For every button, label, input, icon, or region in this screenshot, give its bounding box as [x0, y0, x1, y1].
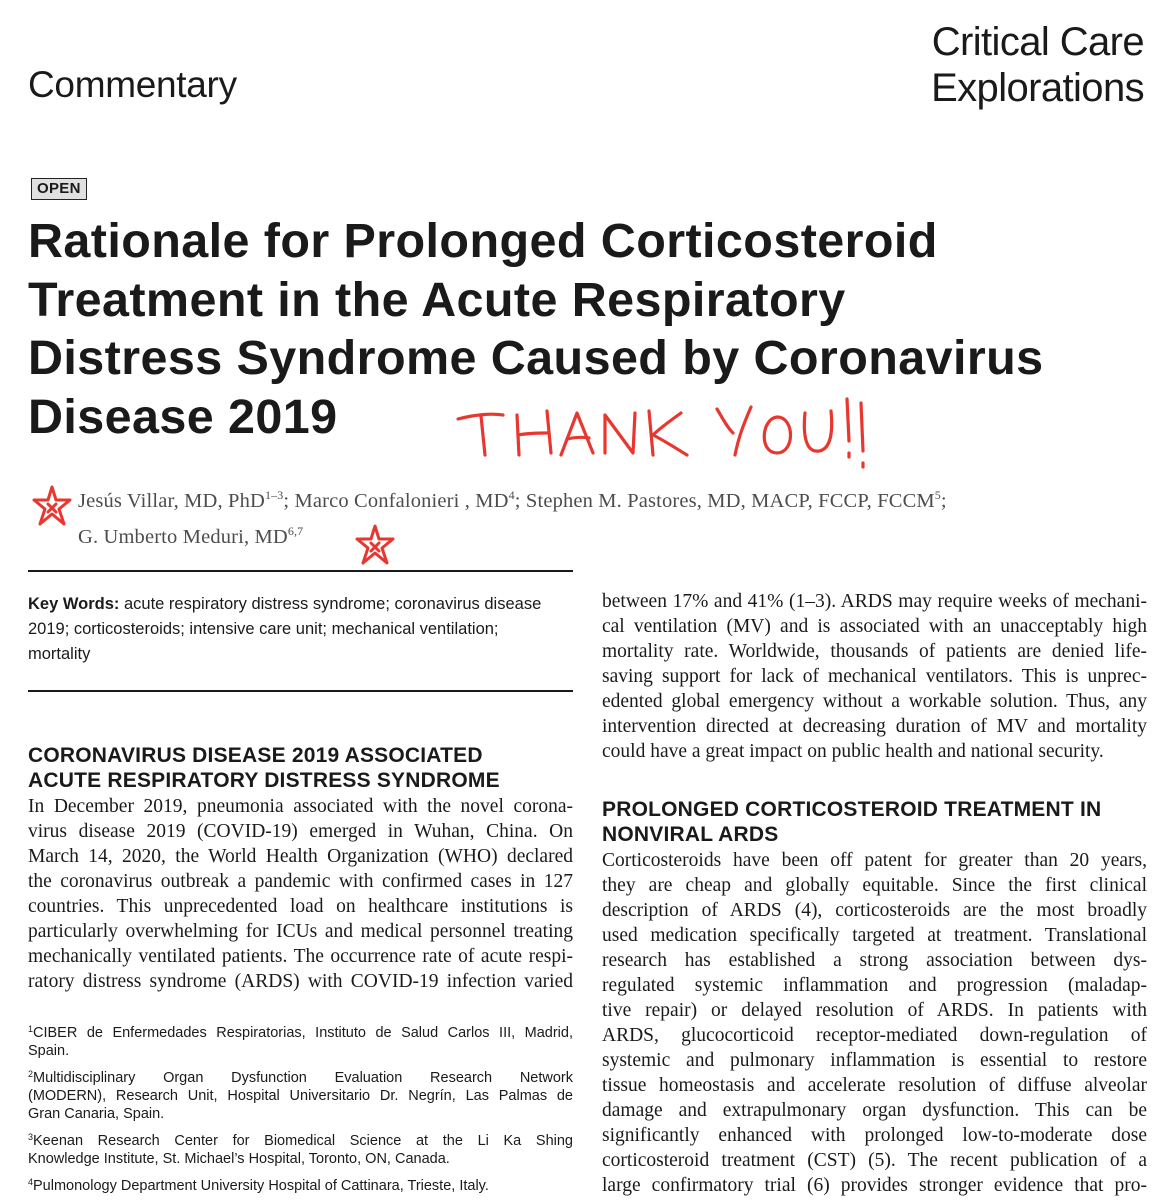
body-line: systemic and pulmonary inflammation is essential to restore	[602, 1050, 1147, 1071]
title-line: Rationale for Prolonged Corticosteroid	[28, 214, 938, 268]
body-line: cal ventilation (MV) and is associated with an unacceptably high	[602, 616, 1147, 637]
body-line: ARDS, glucocorticoid receptor-mediated down-regulation of	[602, 1025, 1147, 1046]
handwritten-thank-you-note	[455, 395, 875, 475]
body-line: used medication specifically targeted at treatment. Translational	[602, 925, 1147, 946]
keywords-text: acute respiratory distress syndrome; coronavirus disease	[123, 595, 542, 613]
footnote-text: (MODERN), Research Unit, Hospital Universitario Dr. Negrín, Las Palmas de	[28, 1088, 573, 1104]
title-line: Distress Syndrome Caused by Coronavirus	[28, 331, 1044, 385]
section-heading-line: NONVIRAL ARDS	[602, 823, 779, 846]
body-line: In December 2019, pneumonia associated with the novel corona-	[28, 796, 573, 817]
author-separator: ;	[940, 490, 947, 512]
keywords-text: 2019; corticosteroids; intensive care unit; mechanical ventilation;	[28, 620, 499, 638]
footnote-text: Multidisciplinary Organ Dysfunction Evaluation Research Network	[33, 1070, 573, 1086]
section-heading-line: CORONAVIRUS DISEASE 2019 ASSOCIATED	[28, 744, 483, 767]
body-line: damage and extrapulmonary organ dysfunction. This can be	[602, 1100, 1147, 1121]
author-affiliation: 4	[508, 488, 515, 502]
body-line: corticosteroid treatment (CST) (5). The recent publication of a	[602, 1150, 1147, 1171]
divider	[28, 690, 573, 692]
body-line: ratory distress syndrome (ARDS) with COVID-19 infection varied	[28, 971, 573, 992]
author-affiliation: 6,7	[287, 524, 304, 538]
footnote	[28, 1024, 573, 1060]
body-line: March 14, 2020, the World Health Organization (WHO) declared	[28, 846, 573, 867]
section-heading-line: ACUTE RESPIRATORY DISTRESS SYNDROME	[28, 769, 500, 792]
body-line: saving support for lack of mechanical ventilators. This is unprec-	[602, 666, 1147, 687]
footnote-text: CIBER de Enfermedades Respiratorias, Instituto de Salud Carlos III, Madrid,	[33, 1025, 573, 1041]
body-line: countries. This unprecedented load on healthcare institutions is	[28, 896, 573, 917]
body-line: Corticosteroids have been off patent for greater than 20 years,	[602, 850, 1147, 871]
title-line: Disease 2019	[28, 389, 338, 444]
footnote-number: 2	[28, 1069, 34, 1079]
body-line: description of ARDS (4), corticosteroids are the most broadly	[602, 900, 1147, 921]
body-line: mechanically ventilated patients. The occurrence rate of acute respi-	[28, 946, 573, 967]
footnote-number: 4	[28, 1177, 34, 1187]
journal-name-line-2: Explorations	[931, 66, 1144, 110]
body-line: significantly enhanced with prolonged low-to-moderate dose	[602, 1125, 1147, 1146]
body-line: virus disease 2019 (COVID-19) emerged in Wuhan, China. On	[28, 821, 573, 842]
keywords-label: Key Words:	[28, 595, 120, 613]
body-paragraph	[28, 794, 573, 994]
keywords	[28, 592, 573, 667]
keywords-text: mortality	[28, 645, 91, 663]
footnote-text: Gran Canaria, Spain.	[28, 1106, 165, 1122]
body-line: edented global emergency without a workable solution. Thus, any	[602, 691, 1147, 712]
section-heading	[28, 743, 500, 793]
body-line: tive repair) or delayed resolution of ARDS. In patients with	[602, 1000, 1147, 1021]
affiliations-footnotes	[28, 1024, 573, 1204]
footnote-number: 3	[28, 1132, 34, 1142]
footnote	[28, 1069, 573, 1123]
body-line: large confirmatory trial (6) provides stronger evidence that pro-	[602, 1175, 1147, 1196]
author-name[interactable]: G. Umberto Meduri, MD	[78, 526, 288, 548]
divider	[28, 570, 573, 572]
body-line: between 17% and 41% (1–3). ARDS may require weeks of mechani-	[602, 591, 1147, 612]
author-affiliation: 5	[934, 488, 941, 502]
body-line: research has established a strong association between dys-	[602, 950, 1147, 971]
footnote-text: Pulmonology Department University Hospital of Cattinara, Trieste, Italy.	[33, 1178, 489, 1194]
body-line: regulated systemic inflammation and progression (maladap-	[602, 975, 1147, 996]
section-heading-line: PROLONGED CORTICOSTEROID TREATMENT IN	[602, 798, 1102, 821]
footnote-text: Keenan Research Center for Biomedical Science at the Li Ka Shing	[33, 1133, 573, 1149]
star-icon	[353, 523, 397, 567]
footnote	[28, 1177, 573, 1195]
author-affiliation: 1–3	[264, 488, 284, 502]
body-line: tissue homeostasis and accelerate resolution of diffuse alveolar	[602, 1075, 1147, 1096]
author-separator: ;	[283, 490, 295, 512]
body-line: they are cheap and globally equitable. Since the first clinical	[602, 875, 1147, 896]
section-label: Commentary	[28, 64, 237, 105]
section-heading	[602, 797, 1101, 847]
author-name[interactable]: Stephen M. Pastores, MD, MACP, FCCP, FCCM	[525, 490, 935, 512]
footnote-number: 1	[28, 1024, 34, 1034]
body-line: particularly overwhelming for ICUs and medical personnel treating	[28, 921, 573, 942]
journal-name-line-1: Critical Care	[931, 20, 1144, 64]
body-line: intervention directed at decreasing duration of MV and mortality	[602, 716, 1147, 737]
author-name[interactable]: Marco Confalonieri , MD	[294, 490, 509, 512]
body-line: could have a great impact on public health and national security.	[602, 741, 1104, 762]
star-icon	[30, 484, 74, 528]
body-paragraph	[602, 848, 1147, 1198]
author-name[interactable]: Jesús Villar, MD, PhD	[78, 490, 265, 512]
title-line: Treatment in the Acute Respiratory	[28, 272, 846, 327]
author-separator: ;	[514, 490, 526, 512]
footnote-text: Spain.	[28, 1043, 70, 1059]
authors-line	[78, 526, 303, 549]
footnote-text: Knowledge Institute, St. Michael’s Hospital, Toronto, ON, Canada.	[28, 1151, 450, 1167]
body-line: mortality rate. Worldwide, thousands of patients are denied life-	[602, 641, 1147, 662]
body-paragraph	[602, 589, 1147, 764]
footnote	[28, 1132, 573, 1168]
body-line: the coronavirus outbreak a pandemic with confirmed cases in 127	[28, 871, 573, 892]
authors-line	[78, 490, 947, 513]
open-access-badge: OPEN	[31, 178, 87, 200]
